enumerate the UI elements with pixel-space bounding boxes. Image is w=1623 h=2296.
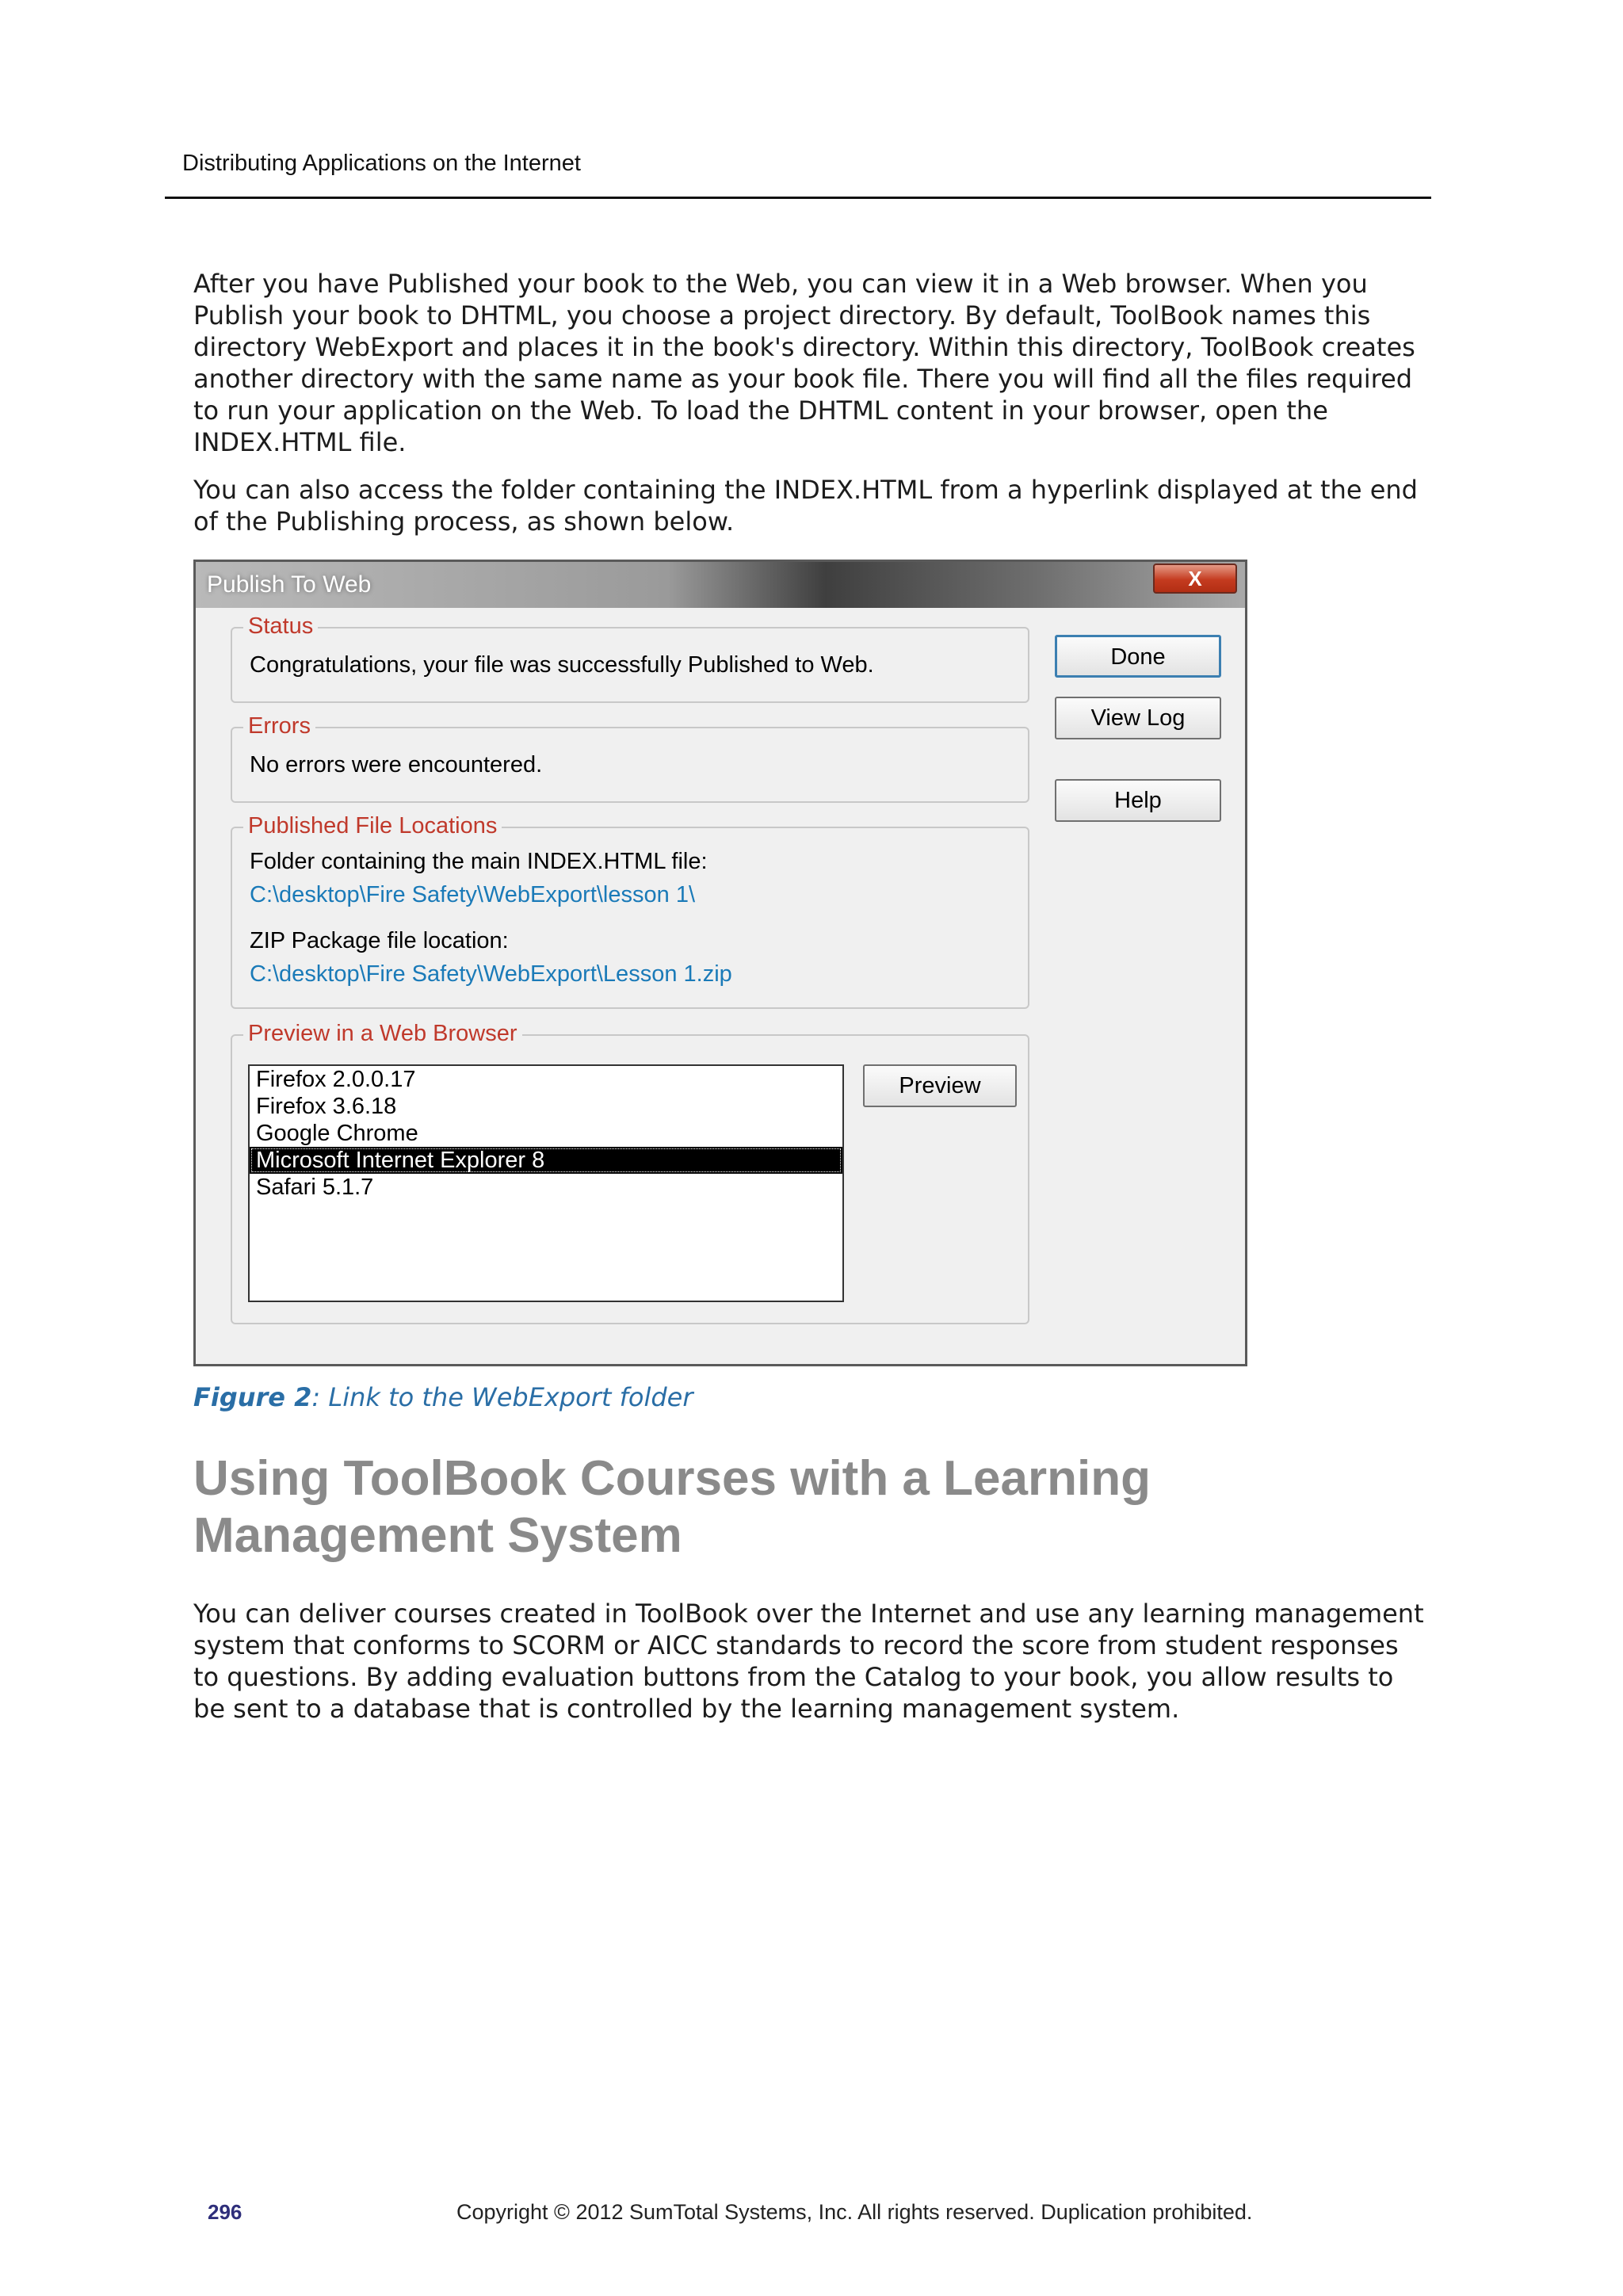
preview-group <box>231 1021 1029 1324</box>
running-header: Distributing Applications on the Internet <box>182 151 581 176</box>
view-log-button[interactable]: View Log <box>1055 697 1221 739</box>
section-body <box>193 1598 1430 1725</box>
browser-listbox[interactable] <box>248 1064 844 1302</box>
section-paragraph: You can deliver courses created in ToolBook over the Internet and use any learning management system that conforms to SCORM or AICC standards to record the score from student responses to questions. By adding evaluation buttons from the Catalog to your book, you allow results to be sent to a database that is controlled by the learning management system. <box>193 1599 1424 1724</box>
file-locations-legend: Published File Locations <box>243 812 502 839</box>
browser-item-firefox-2[interactable]: Firefox 2.0.0.17 <box>256 1067 416 1092</box>
errors-legend: Errors <box>243 712 315 739</box>
figure-separator: : <box>311 1382 321 1412</box>
figure-caption <box>193 1382 693 1412</box>
file-locations-group <box>231 813 1029 1009</box>
errors-group <box>231 713 1029 803</box>
copyright-notice: Copyright © 2012 SumTotal Systems, Inc. All rights reserved. Duplication prohibited. <box>456 2200 1253 2224</box>
errors-text: No errors were encountered. <box>250 752 543 777</box>
figure-label: Figure 2 <box>193 1382 312 1412</box>
intro-paragraph-1: After you have Published your book to the Web, you can view it in a Web browser. When you Publish your book to DHTML, you choose a project directory. By default, ToolBook names this directory WebExport and places it in the book's directory. Within this directory, ToolBook creates another directory with the same name as your book file. There you will find all the files required to run your application on the Web. To load the DHTML content in your browser, open the INDEX.HTML file. <box>193 269 1415 457</box>
preview-button[interactable]: Preview <box>863 1064 1017 1107</box>
done-button[interactable]: Done <box>1055 635 1221 678</box>
dialog-titlebar <box>196 562 1245 608</box>
folder-label: Folder containing the main INDEX.HTML file: <box>250 849 708 874</box>
dialog-title: Publish To Web <box>207 571 372 598</box>
section-heading: Using ToolBook Courses with a Learning Management System <box>193 1451 1151 1563</box>
browser-item-safari[interactable]: Safari 5.1.7 <box>256 1175 374 1200</box>
close-icon: X <box>1188 567 1202 590</box>
close-button[interactable] <box>1153 563 1237 594</box>
status-legend: Status <box>243 613 318 640</box>
browser-item-ie8-selected[interactable]: Microsoft Internet Explorer 8 <box>250 1147 842 1174</box>
browser-item-chrome[interactable]: Google Chrome <box>256 1121 418 1146</box>
browser-item-firefox-3[interactable]: Firefox 3.6.18 <box>256 1094 397 1119</box>
status-text: Congratulations, your file was successfully Published to Web. <box>250 652 874 678</box>
publish-to-web-dialog <box>193 560 1247 1366</box>
header-rule <box>165 197 1431 199</box>
zip-label: ZIP Package file location: <box>250 928 509 953</box>
figure-text: Link to the WebExport folder <box>328 1382 693 1412</box>
page-number: 296 <box>208 2200 242 2224</box>
intro-text <box>193 268 1430 537</box>
folder-link[interactable]: C:\desktop\Fire Safety\WebExport\lesson 1\ <box>250 882 696 907</box>
dialog-client-area <box>204 608 1237 1356</box>
zip-link[interactable]: C:\desktop\Fire Safety\WebExport\Lesson 1.zip <box>250 961 732 987</box>
preview-legend: Preview in a Web Browser <box>243 1020 522 1047</box>
help-button[interactable]: Help <box>1055 779 1221 822</box>
intro-paragraph-2: You can also access the folder containing the INDEX.HTML from a hyperlink displayed at the end of the Publishing process, as shown below. <box>193 475 1418 537</box>
status-group <box>231 613 1029 703</box>
